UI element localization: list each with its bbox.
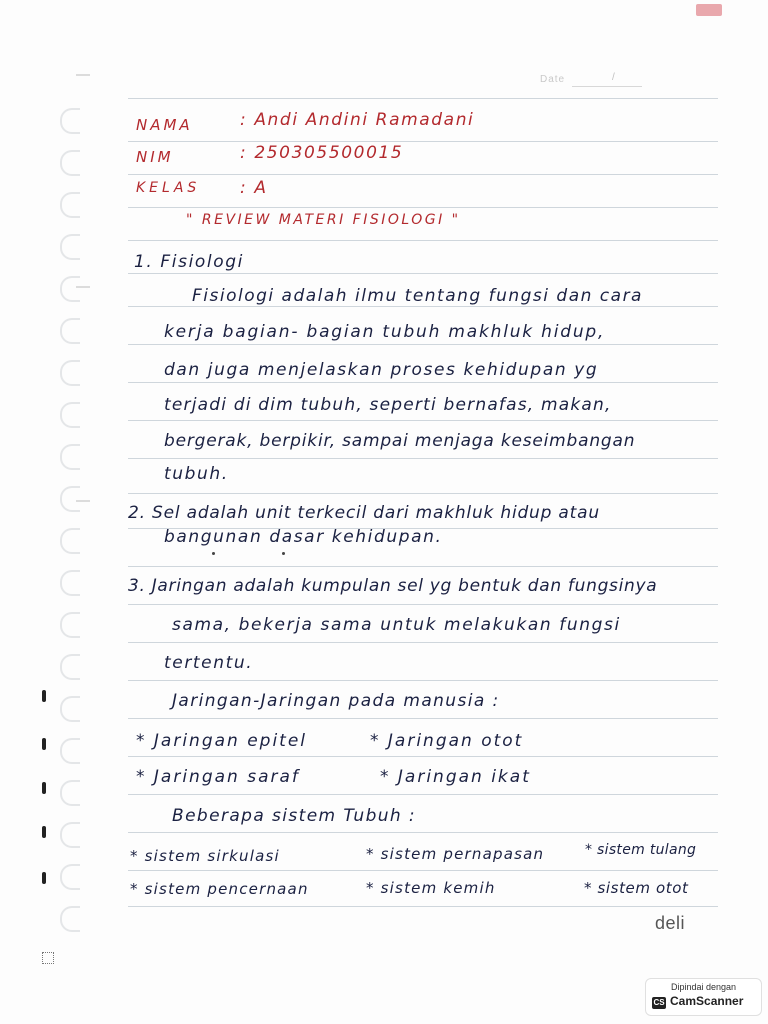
binding-dash [76, 74, 90, 76]
rule-line [128, 273, 718, 274]
rule-line [128, 306, 718, 307]
rule-line [128, 382, 718, 383]
binding-ring [60, 654, 80, 680]
section1-line: Fisiologi adalah ilmu tentang fungsi dan cara [192, 286, 643, 306]
binding-dash [76, 500, 90, 502]
page-tab-marker [696, 4, 722, 16]
binding-ring [60, 864, 80, 890]
section1-line: terjadi di dim tubuh, seperti bernafas, makan, [164, 395, 612, 415]
binding-ring [60, 822, 80, 848]
date-line [572, 86, 642, 87]
binding-ring [60, 570, 80, 596]
section1-line: kerja bagian- bagian tubuh makhluk hidup, [164, 322, 606, 342]
sistem-item: * sistem otot [584, 879, 689, 897]
sistem-item: * sistem sirkulasi [130, 847, 280, 865]
nama-value: : Andi Andini Ramadani [240, 110, 475, 130]
binding-ring [60, 150, 80, 176]
date-slash: / [612, 72, 615, 83]
rule-line [128, 141, 718, 142]
rule-line [128, 794, 718, 795]
jaringan-item: * Jaringan ikat [380, 767, 531, 787]
sistem-item: * sistem pernapasan [366, 845, 545, 863]
nama-label: NAMA [136, 116, 193, 134]
binding-dash [76, 286, 90, 288]
scanner-caption: Dipindai dengan [670, 982, 737, 992]
rule-line [128, 756, 718, 757]
notebook-brand-logo: deli [655, 913, 686, 933]
nim-value: : 250305500015 [240, 143, 404, 163]
binding-ring [60, 402, 80, 428]
jaringan-item: * Jaringan otot [370, 731, 524, 751]
binding-ring [60, 906, 80, 932]
rule-line [128, 420, 718, 421]
binding-edge-mark [42, 826, 46, 838]
date-label: Date [540, 74, 566, 85]
rule-line [128, 832, 718, 833]
section3-line: 3. Jaringan adalah kumpulan sel yg bentuk dan fungsinya [128, 576, 658, 596]
rule-line [128, 566, 718, 567]
section1-line: bergerak, berpikir, sampai menjaga keseimbangan [164, 431, 636, 451]
binding-edge-mark [42, 872, 46, 884]
section2-line: bangunan dasar kehidupan. [164, 527, 443, 547]
sistem-item: * sistem pencernaan [130, 880, 309, 898]
binding-ring [60, 276, 80, 302]
camscanner-logo-icon: CS [653, 998, 665, 1007]
rule-line [128, 98, 718, 99]
rule-line [128, 207, 718, 208]
section1-line: tubuh. [164, 464, 229, 484]
binding-edge-mark [42, 738, 46, 750]
binding-ring [60, 192, 80, 218]
kelas-label: KELAS [136, 180, 201, 196]
page-title: " REVIEW MATERI FISIOLOGI " [186, 212, 461, 228]
section3-line: tertentu. [164, 653, 254, 673]
rule-line [128, 906, 718, 907]
corner-marker [42, 952, 54, 964]
binding-ring [60, 360, 80, 386]
binding-ring [60, 486, 80, 512]
rule-line [128, 240, 718, 241]
jaringan-heading: Jaringan-Jaringan pada manusia : [172, 691, 500, 711]
pen-dot [282, 552, 285, 555]
jaringan-item: * Jaringan epitel [136, 731, 308, 751]
kelas-value: : A [240, 178, 268, 198]
nim-label: NIM [136, 148, 174, 166]
binding-edge-mark [42, 782, 46, 794]
sistem-item: * sistem tulang [585, 842, 697, 858]
section3-line: sama, bekerja sama untuk melakukan fungsi [172, 615, 621, 635]
camscanner-watermark [645, 978, 762, 1016]
section2-line: 2. Sel adalah unit terkecil dari makhluk hidup atau [128, 503, 600, 523]
rule-line [128, 493, 718, 494]
section1-heading: 1. Fisiologi [134, 252, 244, 272]
binding-ring [60, 318, 80, 344]
section1-line: dan juga menjelaskan proses kehidupan yg [164, 360, 599, 380]
rule-line [128, 680, 718, 681]
sistem-item: * sistem kemih [366, 879, 496, 897]
pen-dot [212, 552, 215, 555]
rule-line [128, 174, 718, 175]
binding-ring [60, 528, 80, 554]
rule-line [128, 642, 718, 643]
scanner-name: CamScanner [670, 994, 744, 1008]
rule-line [128, 718, 718, 719]
rule-line [128, 604, 718, 605]
binding-ring [60, 696, 80, 722]
binding-ring [60, 612, 80, 638]
binding-ring [60, 444, 80, 470]
rule-line [128, 870, 718, 871]
rule-line [128, 458, 718, 459]
sistem-heading: Beberapa sistem Tubuh : [172, 806, 417, 826]
binding-ring [60, 108, 80, 134]
rule-line [128, 344, 718, 345]
binding-ring [60, 780, 80, 806]
binding-ring [60, 234, 80, 260]
binding-edge-mark [42, 690, 46, 702]
binding-ring [60, 738, 80, 764]
jaringan-item: * Jaringan saraf [136, 767, 300, 787]
